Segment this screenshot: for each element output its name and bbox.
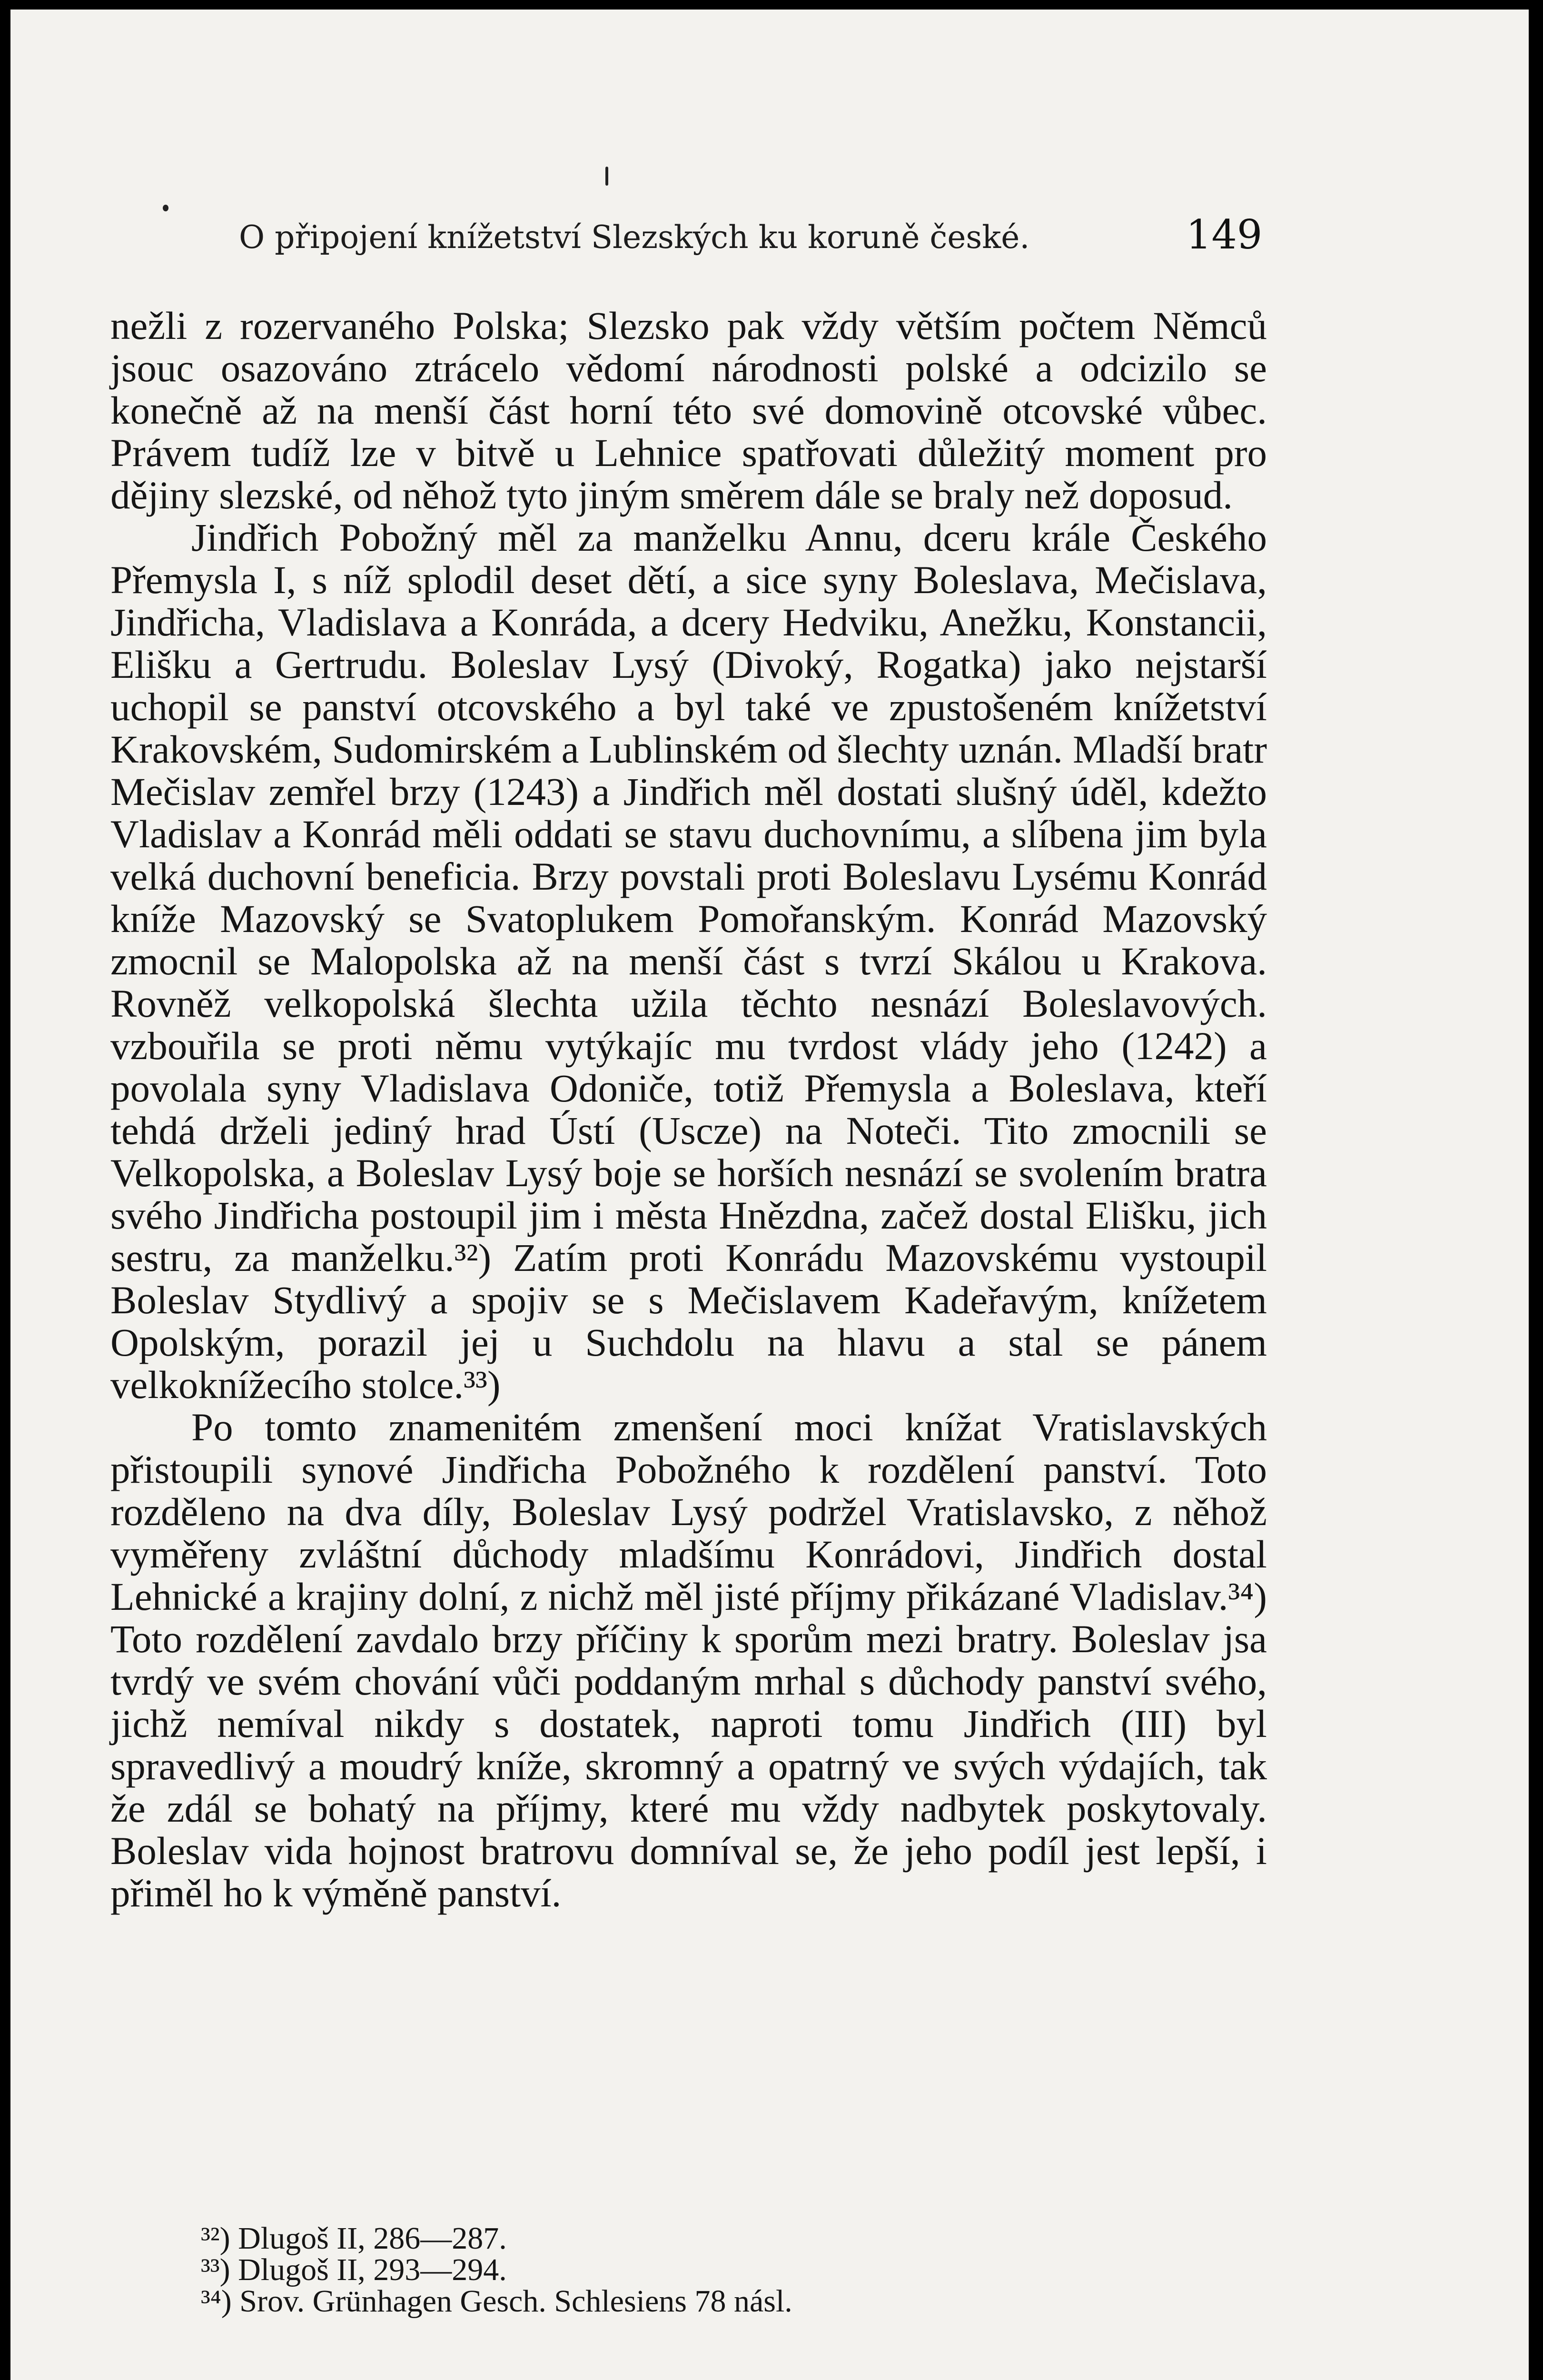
paragraph: Po tomto znamenitém zmenšení moci knížat Vratislavských přistoupili synové Jindřicha Pobožného k rozdělení panství. Toto rozděleno na dva díly, Boleslav Lysý podržel Vratislavsko, z něhož vyměřeny zvláštní důchody mladšímu Konrádovi, Jindřich dostal Lehnické a krajiny dolní, z nichž měl jisté příjmy přikázané Vladislav.³⁴) Toto rozdělení zavdalo brzy příčiny k sporům mezi bratry. Boleslav jsa tvrdý ve svém chování vůči poddaným mrhal s důchody panství svého, jichž nemíval nikdy s dostatek, naproti tomu Jindřich (III) byl spravedlivý a moudrý kníže, skromný a opatrný ve svých výdajích, tak že zdál se bohatý na příjmy, které mu vždy nadbytek poskytovaly. Boleslav vida hojnost bratrovu domníval se, že jeho podíl jest lepší, i přiměl ho k výměně panství.: [110, 1405, 1267, 1915]
footnote-mark: ³²): [201, 2221, 230, 2256]
footnote-mark: ³⁴): [201, 2284, 232, 2319]
body-text: [110, 305, 1267, 1914]
footnote-text: Dlugoš II, 286—287.: [238, 2221, 507, 2256]
paragraph: nežli z rozervaného Polska; Slezsko pak vždy větším počtem Němců jsouc osazováno ztrácelo vědomí národnosti polské a odcizilo se konečně až na menší část horní této své domovině otcovské vůbec. Právem tudíž lze v bitvě u Lehnice spatřovati důležitý moment pro dějiny slezské, od něhož tyto jiným směrem dále se braly než doposud.: [110, 304, 1267, 517]
running-header: O připojení knížetství Slezských ku koruně české.: [239, 219, 1030, 256]
footnote: [201, 2286, 1153, 2317]
page-number: 149: [1186, 211, 1263, 258]
footnote: [201, 2223, 1153, 2254]
footnote-text: Srov. Grünhagen Gesch. Schlesiens 78 násl.: [239, 2284, 792, 2319]
document-page: [10, 10, 1529, 2380]
footnote-mark: ³³): [201, 2252, 230, 2287]
footnotes: [201, 2223, 1153, 2317]
footnote: [201, 2254, 1153, 2286]
paragraph: Jindřich Pobožný měl za manželku Annu, dceru krále Českého Přemysla I, s níž splodil deset dětí, a sice syny Boleslava, Mečislava, Jindřicha, Vladislava a Konráda, a dcery Hedviku, Anežku, Konstancii, Elišku a Gertrudu. Boleslav Lysý (Divoký, Rogatka) jako nejstarší uchopil se panství otcovského a byl také ve zpustošeném knížetství Krakovském, Sudomirském a Lublinském od šlechty uznán. Mladší bratr Mečislav zemřel brzy (1243) a Jindřich měl dostati slušný úděl, kdežto Vladislav a Konrád měli oddati se stavu duchovnímu, a slíbena jim byla velká duchovní beneficia. Brzy povstali proti Boleslavu Lysému Konrád kníže Mazovský se Svatoplukem Pomořanským. Konrád Mazovský zmocnil se Malopolska až na menší část s tvrzí Skálou u Krakova. Rovněž velkopolská šlechta užila těchto nesnází Boleslavových. vzbouřila se proti němu vytýkajíc mu tvrdost vlády jeho (1242) a povolala syny Vladislava Odoniče, totiž Přemysla a Boleslava, kteří tehdá drželi jediný hrad Ústí (Uscze) na Noteči. Tito zmocnili se Velkopolska, a Boleslav Lysý boje se horších nesnází se svolením bratra svého Jindřicha postoupil jim i města Hnězdna, začež dostal Elišku, jich sestru, za manželku.³²) Zatím proti Konrádu Mazovskému vystoupil Boleslav Stydlivý a spojiv se s Mečislavem Kadeřavým, knížetem Opolským, porazil jej u Suchdolu na hlavu a stal se pánem velkoknížecího stolce.³³): [110, 516, 1267, 1407]
footnote-text: Dlugoš II, 293—294.: [238, 2252, 507, 2287]
paper-speck: [605, 167, 608, 186]
paper-speck: [163, 205, 168, 211]
